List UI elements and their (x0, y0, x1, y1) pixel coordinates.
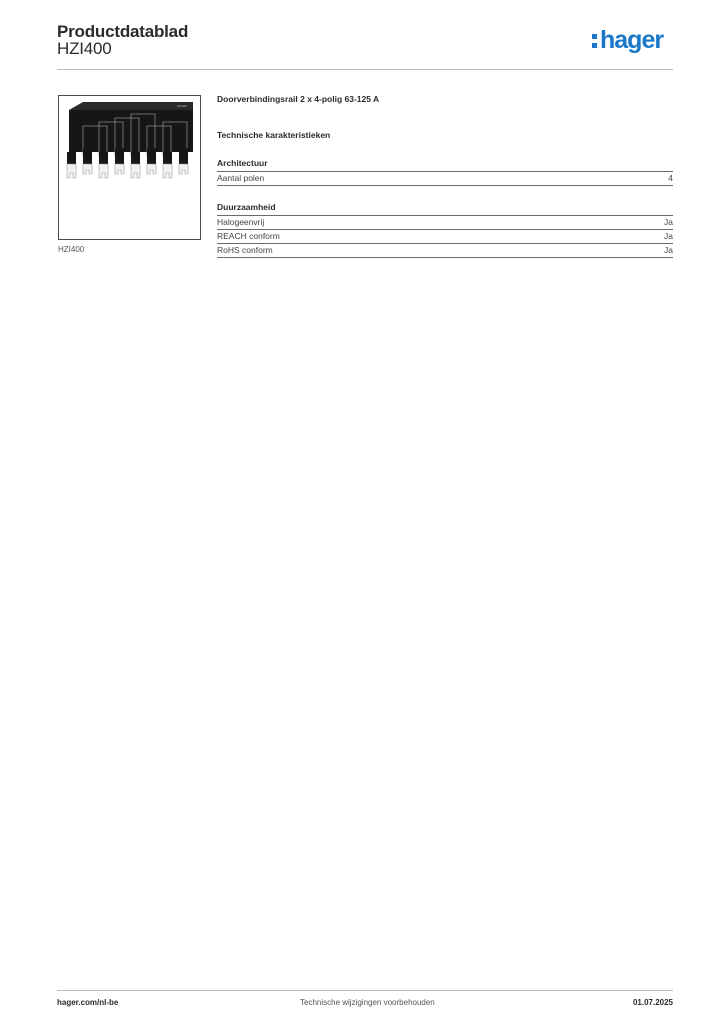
spec-value: Ja (664, 245, 673, 255)
spec-value: 4 (668, 173, 673, 183)
spec-row (217, 230, 673, 244)
spec-row (217, 172, 673, 186)
spec-label: RoHS conform (217, 245, 273, 255)
product-image (58, 95, 201, 240)
spec-label: REACH conform (217, 231, 280, 241)
spec-value: Ja (664, 231, 673, 241)
footer-notice: Technische wijzigingen voorbehouden (300, 998, 435, 1007)
product-specs (217, 94, 673, 258)
logo-text: hager (600, 26, 664, 54)
spec-row (217, 216, 673, 230)
image-caption: HZI400 (58, 245, 85, 254)
product-description: Doorverbindingsrail 2 x 4-polig 63-125 A (217, 94, 380, 104)
product-code: HZI400 (57, 39, 112, 58)
page-title: Productdatablad (57, 22, 189, 41)
group-title-architectuur: Architectuur (217, 158, 673, 172)
busbar-image-icon (59, 96, 200, 239)
spec-label: Aantal polen (217, 173, 265, 183)
footer-date: 01.07.2025 (632, 998, 673, 1007)
section-title: Technische karakteristieken (217, 130, 331, 140)
spec-label: Halogeenvrij (217, 217, 265, 227)
spec-value: Ja (664, 217, 673, 227)
svg-text:HZI400: HZI400 (177, 104, 187, 108)
logo-dots-icon (592, 34, 598, 52)
spec-row (217, 244, 673, 258)
header-divider (57, 69, 673, 70)
group-title-duurzaamheid: Duurzaamheid (217, 202, 673, 216)
footer-website-link[interactable]: hager.com/nl-be (57, 998, 119, 1007)
footer-divider (57, 990, 673, 991)
